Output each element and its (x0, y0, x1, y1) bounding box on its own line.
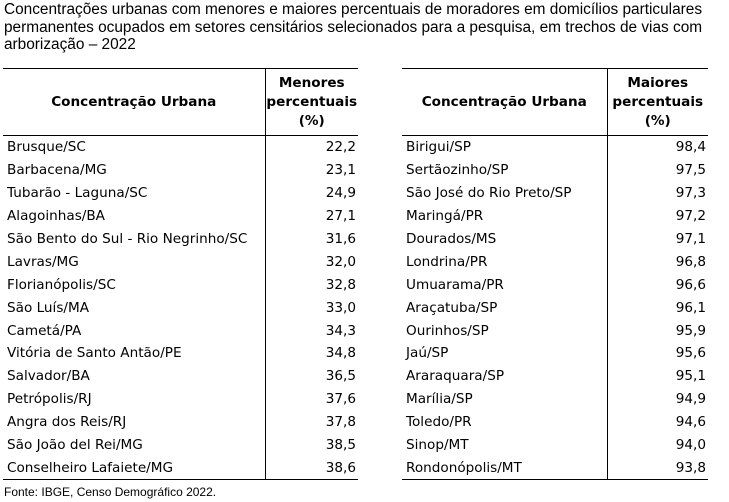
table-row (3, 250, 358, 273)
table-row (3, 456, 358, 479)
urban-concentration-name: Maringá/PR (406, 208, 484, 225)
percentage-value: 37,8 (265, 411, 358, 434)
urban-concentration-name: Cametá/PA (7, 322, 82, 339)
urban-concentration-name: Conselheiro Lafaiete/MG (3, 456, 265, 479)
percentage-value: 24,9 (265, 182, 358, 205)
percentage-value: 27,1 (265, 205, 358, 228)
percentage-value: 95,6 (607, 342, 708, 365)
urban-concentration-name: Londrina/PR (406, 253, 488, 270)
urban-concentration-name: Rondonópolis/MT (402, 456, 607, 479)
table-row (3, 319, 358, 342)
table-header-row (3, 69, 358, 136)
table-row (402, 205, 708, 228)
table-row (402, 388, 708, 411)
percentage-value: 96,1 (607, 296, 708, 319)
urban-concentration-name: Lavras/MG (7, 253, 79, 270)
header-line: (%) (644, 112, 671, 129)
urban-concentration-name: Vitória de Santo Antão/PE (7, 345, 182, 362)
percentage-value: 32,0 (265, 250, 358, 273)
column-header-urban-concentration: Concentração Urbana (402, 69, 607, 136)
percentage-value: 94,0 (607, 434, 708, 457)
urban-concentration-name: Araraquara/SP (406, 368, 505, 385)
percentage-value: 97,3 (607, 182, 708, 205)
urban-concentration-name: São José do Rio Preto/SP (406, 185, 572, 202)
percentage-value: 34,3 (265, 319, 358, 342)
header-line: percentuais (266, 93, 358, 110)
urban-concentration-name: Dourados/MS (406, 231, 497, 247)
percentage-value: 97,1 (607, 228, 708, 251)
table-row (3, 159, 358, 182)
percentage-value: 31,6 (265, 228, 358, 251)
table-row (402, 182, 708, 205)
percentage-value: 93,8 (607, 456, 708, 479)
urban-concentration-name: Barbacena/MG (7, 162, 107, 179)
urban-concentration-name: Jaú/SP (406, 345, 449, 362)
urban-concentration-name: Alagoinhas/BA (7, 208, 105, 225)
percentage-value: 95,1 (607, 365, 708, 388)
urban-concentration-name: Petrópolis/RJ (7, 391, 92, 408)
urban-concentration-name: Araçatuba/SP (406, 299, 498, 316)
table-row (402, 159, 708, 182)
table-row (402, 342, 708, 365)
header-line: Maiores (627, 74, 689, 91)
table-row (402, 228, 708, 251)
table-row (3, 388, 358, 411)
urban-concentration-name: Marília/SP (406, 391, 473, 408)
table-row (3, 182, 358, 205)
table-row (402, 411, 708, 434)
urban-concentration-name: Brusque/SC (7, 139, 86, 156)
urban-concentration-name: São Luís/MA (7, 299, 90, 316)
urban-concentration-name: Toledo/PR (406, 414, 472, 431)
percentage-value: 33,0 (265, 296, 358, 319)
highest-percentages-table (402, 68, 708, 480)
table-row (3, 205, 358, 228)
urban-concentration-name: Angra dos Reis/RJ (7, 414, 127, 431)
percentage-value: 38,5 (265, 434, 358, 457)
header-line: percentuais (612, 93, 704, 110)
table-row (402, 296, 708, 319)
table-row (3, 228, 358, 251)
urban-concentration-name: Umuarama/PR (406, 276, 504, 293)
column-header-highest-percentages (607, 69, 708, 136)
urban-concentration-name: Ourinhos/SP (406, 322, 489, 339)
urban-concentration-name: Tubarão - Laguna/SC (7, 185, 148, 202)
header-line: (%) (298, 112, 325, 129)
column-header-urban-concentration: Concentração Urbana (3, 69, 265, 136)
percentage-value: 38,6 (265, 456, 358, 479)
urban-concentration-name: Salvador/BA (7, 368, 90, 385)
percentage-value: 98,4 (607, 136, 708, 159)
table-header-row (402, 69, 708, 136)
table-row (3, 342, 358, 365)
column-header-lowest-percentages (265, 69, 358, 136)
percentage-value: 96,8 (607, 250, 708, 273)
lowest-percentages-table (3, 68, 358, 480)
percentage-value: 34,8 (265, 342, 358, 365)
percentage-value: 36,5 (265, 365, 358, 388)
percentage-value: 32,8 (265, 273, 358, 296)
document-title: Concentrações urbanas com menores e maiores percentuais de moradores em domicílios particulares permanentes ocupados em setores censitários selecionados para a pesquisa, em trechos de vias com arborização – 2022 (4, 1, 703, 53)
table-row (3, 273, 358, 296)
urban-concentration-name: Sertãozinho/SP (406, 162, 509, 179)
percentage-value: 37,6 (265, 388, 358, 411)
percentage-value: 22,2 (265, 136, 358, 159)
percentage-value: 94,9 (607, 388, 708, 411)
table-row (402, 456, 708, 479)
percentage-value: 97,5 (607, 159, 708, 182)
table-row (3, 411, 358, 434)
table-row (402, 250, 708, 273)
table-row (402, 319, 708, 342)
urban-concentration-name: São João del Rei/MG (7, 437, 143, 454)
urban-concentration-name: Florianópolis/SC (7, 276, 116, 293)
percentage-value: 97,2 (607, 205, 708, 228)
table-row (3, 365, 358, 388)
table-row (402, 273, 708, 296)
percentage-value: 96,6 (607, 273, 708, 296)
percentage-value: 23,1 (265, 159, 358, 182)
urban-concentration-name: Birigui/SP (406, 139, 471, 156)
urban-concentration-name: Sinop/MT (406, 437, 469, 454)
header-line: Menores (278, 74, 345, 91)
percentage-value: 95,9 (607, 319, 708, 342)
urban-concentration-name: São Bento do Sul - Rio Negrinho/SC (7, 231, 248, 247)
table-row (3, 434, 358, 457)
table-row (3, 136, 358, 159)
table-row (402, 434, 708, 457)
table-row (3, 296, 358, 319)
table-row (402, 136, 708, 159)
table-row (402, 365, 708, 388)
source-note: Fonte: IBGE, Censo Demográfico 2022. (4, 485, 217, 499)
percentage-value: 94,6 (607, 411, 708, 434)
